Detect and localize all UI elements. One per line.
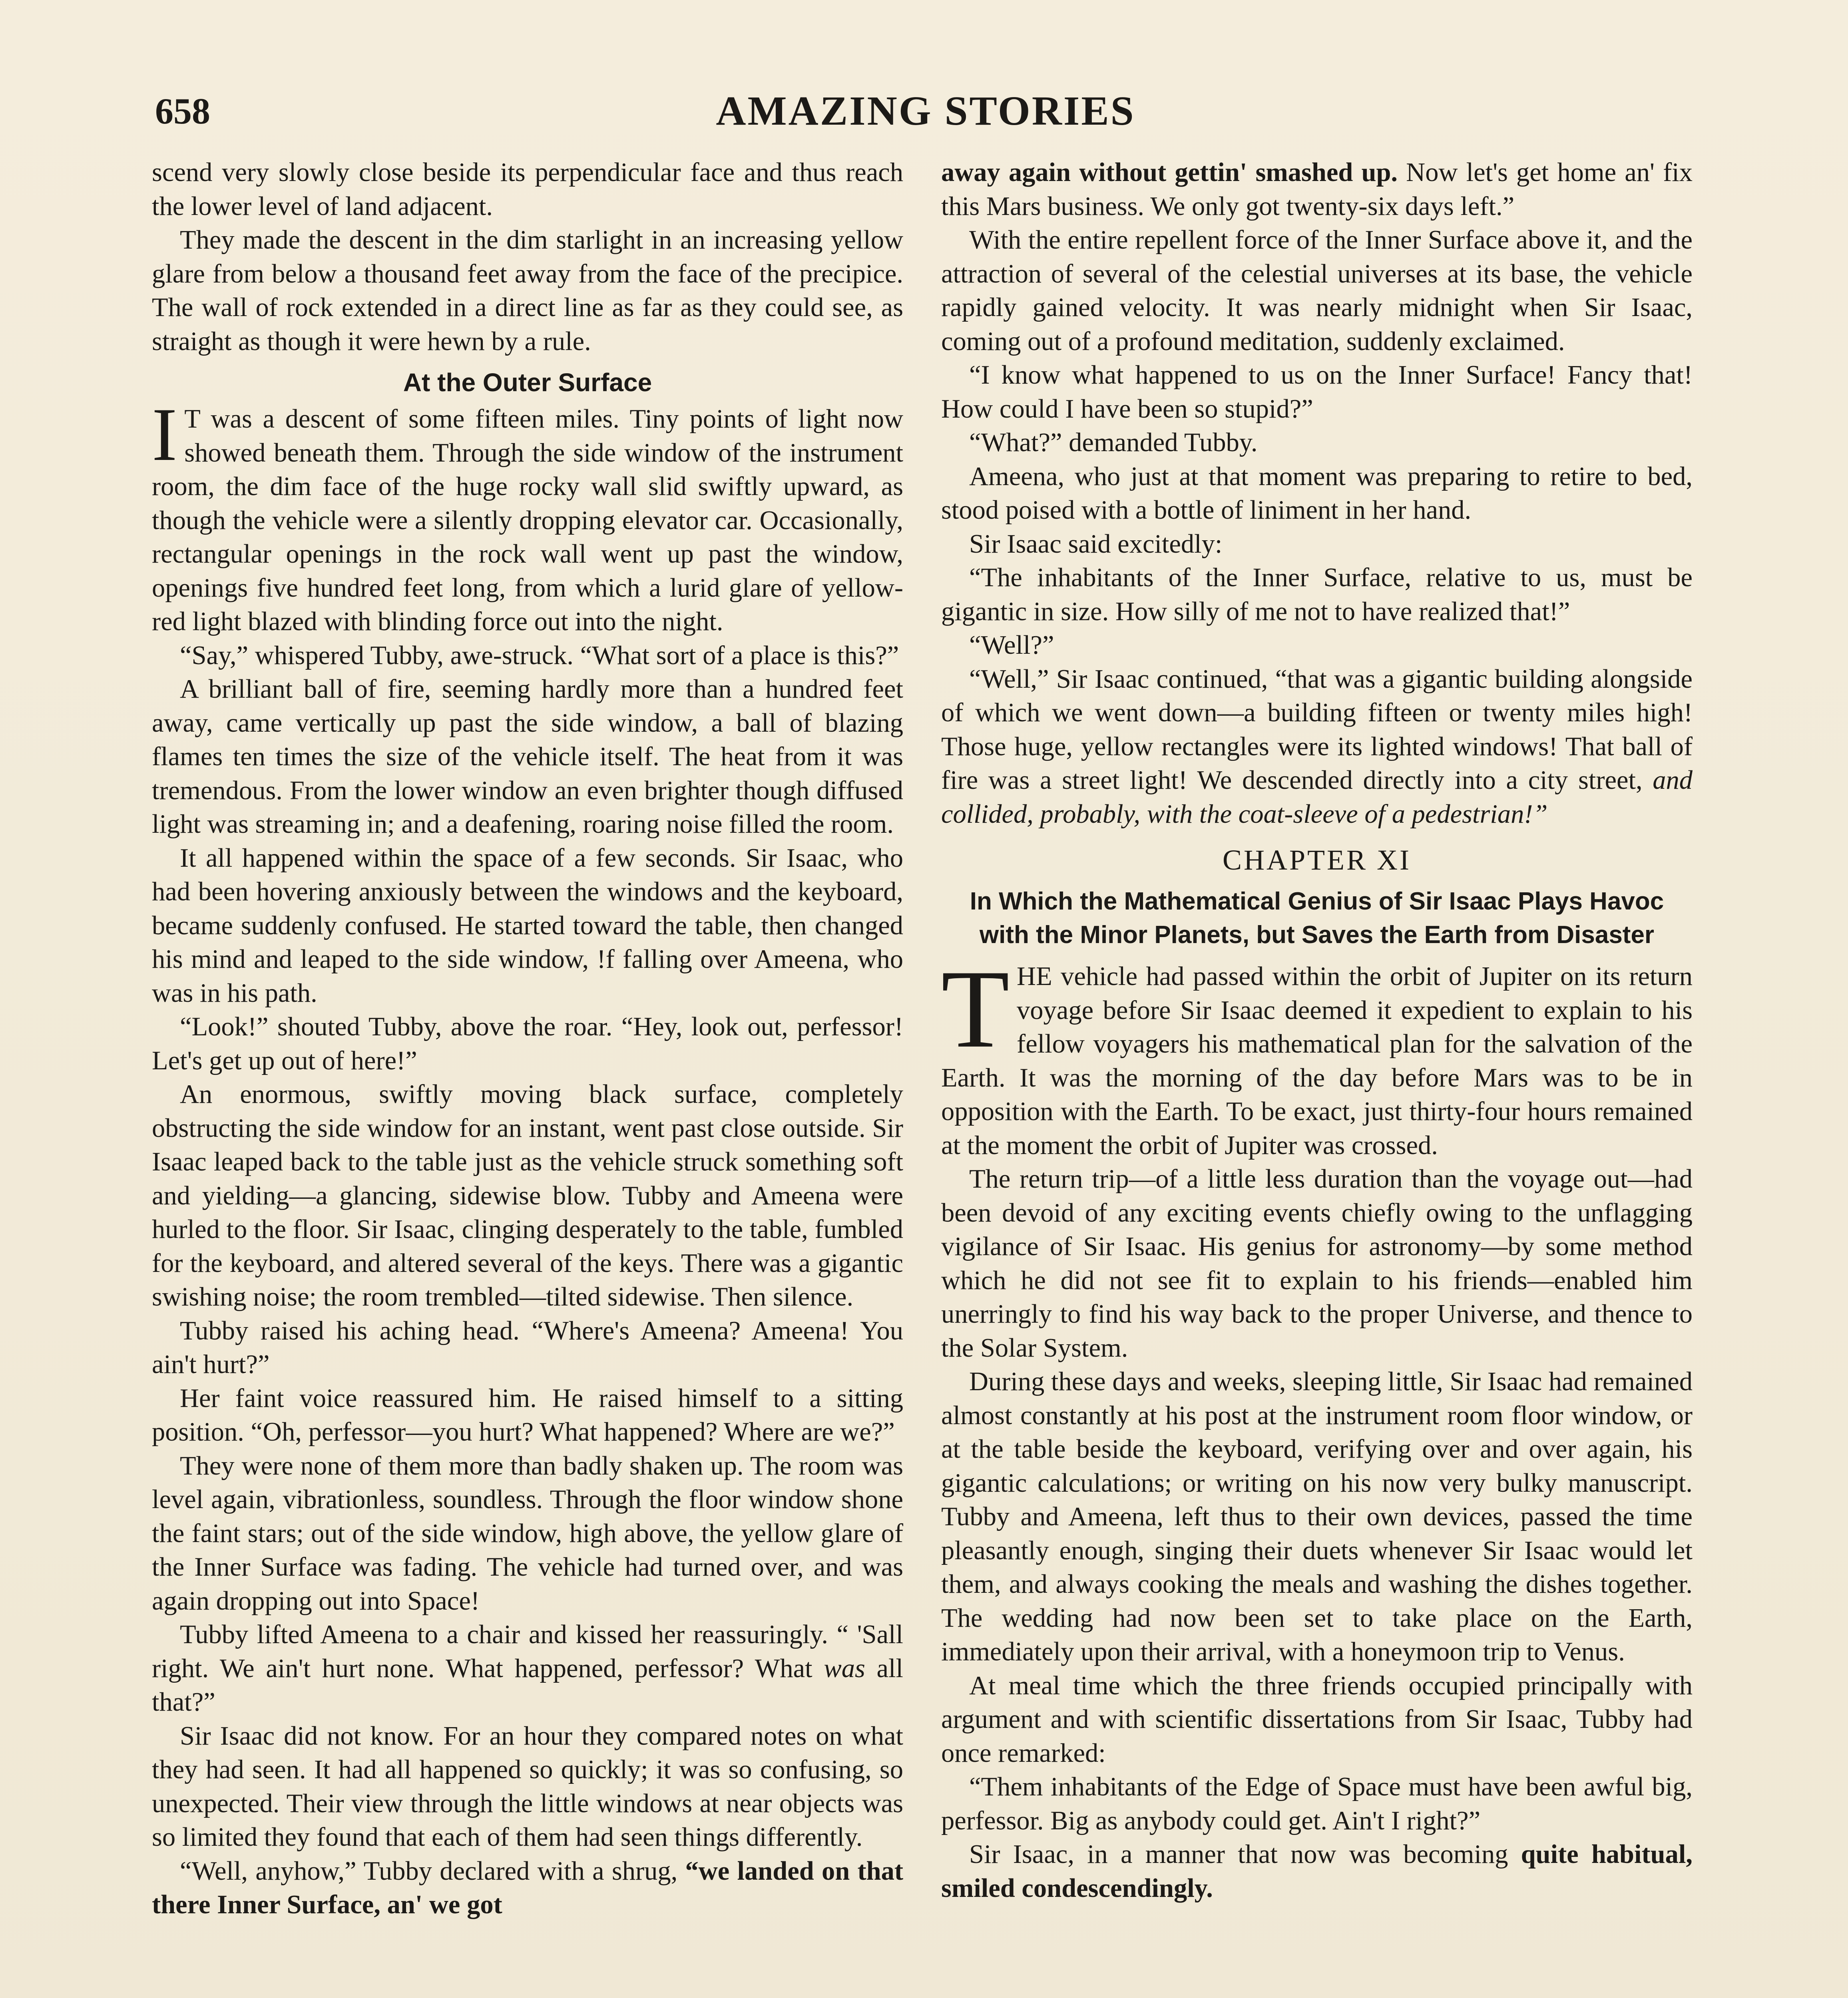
paragraph: An enormous, swiftly moving black surface, completely obstructing the side window for an instant, went past close outside. Sir Isaac leaped back to the table just as the vehicle struck something soft and yielding—a glancing, sidewise blow. Tubby and Ameena were hurled to the floor. Sir Isaac, clinging desperately to the table, fumbled for the keyboard, and altered several of the keys. There was a gigantic swishing noise; the room trembled—tilted sidewise. Then silence. — [152, 1080, 903, 1311]
magazine-title: AMAZING STORIES — [716, 88, 1135, 134]
paragraph — [941, 947, 1693, 1162]
paragraph: scend very slowly close beside its perpendicular face and thus reach the lower level of land adjacent. — [152, 158, 903, 221]
paragraph: A brilliant ball of fire, seeming hardly more than a hundred feet away, came vertically up past the side window, a ball of blazing flames ten times the size of the vehicle itself. The heat from it was tremendous. From the lower window an even brighter though diffused light was streaming in; and a deafening, roaring noise filled the room. — [152, 675, 903, 839]
paragraph: Her faint voice reassured him. He raised himself to a sitting position. “Oh, perfessor—you hurt? What happened? Where are we?” — [152, 1383, 903, 1447]
paragraph — [152, 393, 903, 639]
drop-cap: I — [152, 393, 177, 477]
right-column — [941, 156, 1693, 1998]
chapter-subtitle: In Which the Mathematical Genius of Sir Isaac Plays Havoc with the Minor Planets, but Saves the Earth from Disaster — [970, 888, 1664, 949]
paragraph: “What?” demanded Tubby. — [969, 428, 1258, 457]
paragraph: Sir Isaac said excitedly: — [969, 529, 1223, 559]
paragraph-text: “Well,” Sir Isaac continued, “that was a gigantic building alongside of which we went down—a building fifteen or twenty miles high! Those huge, yellow rectangles were its lighted windows! That ball of fire was a street light! We descended directly into a city street, — [941, 664, 1693, 795]
paragraph: Ameena, who just at that moment was preparing to retire to bed, stood poised with a bottle of liniment in her hand. — [941, 462, 1693, 525]
paragraph: During these days and weeks, sleeping little, Sir Isaac had remained almost constantly at his post at the instrument room floor window, or at the table beside the keyboard, verifying over and over again, his gigantic calculations; or writing on his now very bulky manuscript. Tubby and Ameena, left thus to their own devices, passed the time pleasantly enough, singing their duets whenever Sir Isaac would let them, and always cooking the meals and washing the dishes together. The wedding had now been set to take place on the Earth, immediately upon their arrival, with a honeymoon trip to Venus. — [941, 1367, 1693, 1666]
left-column — [152, 156, 903, 1998]
paragraph: They were none of them more than badly shaken up. The room was level again, vibrationless, soundless. Through the floor window shone the faint stars; out of the side window, high above, the yellow glare of the Inner Surface was fading. The vehicle had turned over, and was again dropping out into Space! — [152, 1451, 903, 1616]
paragraph: With the entire repellent force of the Inner Surface above it, and the attraction of several of the celestial universes at its base, the vehicle rapidly gained velocity. It was nearly midnight when Sir Isaac, coming out of a profound meditation, suddenly exclaimed. — [941, 225, 1693, 356]
paragraph: “I know what happened to us on the Inner Surface! Fancy that! How could I have been so stupid?” — [941, 360, 1693, 424]
paragraph-text: all that?” — [152, 1654, 903, 1717]
paragraph-text: “we landed on that there Inner Surface, an' we got — [152, 1856, 903, 1919]
paragraph — [941, 663, 1693, 832]
paragraph-text: away again without gettin' smashed up. — [941, 158, 1398, 187]
page-number: 658 — [155, 91, 210, 131]
paragraph: At meal time which the three friends occupied principally with argument and with scientific dissertations from Sir Isaac, Tubby had once remarked: — [941, 1671, 1693, 1768]
drop-cap: T — [941, 947, 1010, 1071]
paragraph: It all happened within the space of a few seconds. Sir Isaac, who had been hovering anxiously between the windows and the keyboard, became suddenly confused. He started toward the table, then changed his mind and leaped to the side window, !f falling over Ameena, who was in his path. — [152, 843, 903, 1008]
paragraph: “Say,” whispered Tubby, awe-struck. “What sort of a place is this?” — [180, 641, 899, 670]
chapter-heading: CHAPTER XI — [1222, 844, 1411, 876]
paragraph: They made the descent in the dim starlight in an increasing yellow glare from below a thousand feet away from the face of the precipice. The wall of rock extended in a direct line as far as they could see, as straight as though it were hewn by a rule. — [152, 225, 903, 356]
page-header — [155, 87, 1696, 143]
paragraph-text: T was a descent of some fifteen miles. Tiny points of light now showed beneath them. Through the side window of the instrument room, the dim face of the huge rocky wall slid swiftly upward, as though the vehicle were a silently dropping elevator car. Occasionally, rectangular openings in the rock wall went up past the window, openings five hundred feet long, from which a lurid glare of yellow-red light blazed with blinding force out into the night. — [152, 404, 903, 636]
paragraph-text: Sir Isaac, in a manner that now was becoming — [969, 1840, 1521, 1869]
paragraph — [941, 1838, 1693, 1905]
paragraph — [152, 1618, 903, 1719]
section-heading: At the Outer Surface — [403, 368, 652, 397]
paragraph — [941, 156, 1693, 223]
paragraph: “The inhabitants of the Inner Surface, relative to us, must be gigantic in size. How silly of me not to have realized that!” — [941, 563, 1693, 626]
emphasis: was — [824, 1654, 865, 1683]
paragraph — [152, 1855, 903, 1922]
paragraph: “Well?” — [969, 631, 1054, 660]
emphasis: and collided, probably, with the coat-sleeve of a pedestrian!” — [941, 766, 1693, 829]
paragraph-text: Tubby lifted Ameena to a chair and kissed her reassuringly. “ 'Sall right. We ain't hurt none. What happened, perfessor? What — [152, 1620, 903, 1683]
paragraph: “Look!” shouted Tubby, above the roar. “Hey, look out, perfessor! Let's get up out of here!” — [152, 1012, 903, 1075]
paragraph: “Them inhabitants of the Edge of Space must have been awful big, perfessor. Big as anybody could get. Ain't I right?” — [941, 1772, 1693, 1835]
paragraph: Tubby raised his aching head. “Where's Ameena? Ameena! You ain't hurt?” — [152, 1316, 903, 1379]
paragraph-text: “Well, anyhow,” Tubby declared with a shrug, — [180, 1856, 685, 1886]
paragraph-text: HE vehicle had passed within the orbit of Jupiter on its return voyage before Sir Isaac deemed it expedient to explain to his fellow voyagers his mathematical plan for the salvation of the Earth. It was the morning of the day before Mars was to be in opposition with the Earth. To be exact, just thirty-four hours remained at the moment the orbit of Jupiter was crossed. — [941, 962, 1693, 1160]
paragraph: Sir Isaac did not know. For an hour they compared notes on what they had seen. It had all happened so quickly; it was so confusing, so unexpected. Their view through the little windows at near objects was so limited they found that each of them had seen things differently. — [152, 1721, 903, 1852]
paragraph-text: quite habitual, smiled condescendingly. — [941, 1840, 1693, 1903]
paragraph: The return trip—of a little less duration than the voyage out—had been devoid of any exciting events chiefly owing to the unflagging vigilance of Sir Isaac. His genius for astronomy—by some method which he did not see fit to explain to his friends—enabled him unerringly to find his way back to the proper Universe, and thence to the Solar System. — [941, 1164, 1693, 1363]
paragraph-text: Now let's get home an' fix this Mars business. We only got twenty-six days left.” — [941, 158, 1693, 221]
